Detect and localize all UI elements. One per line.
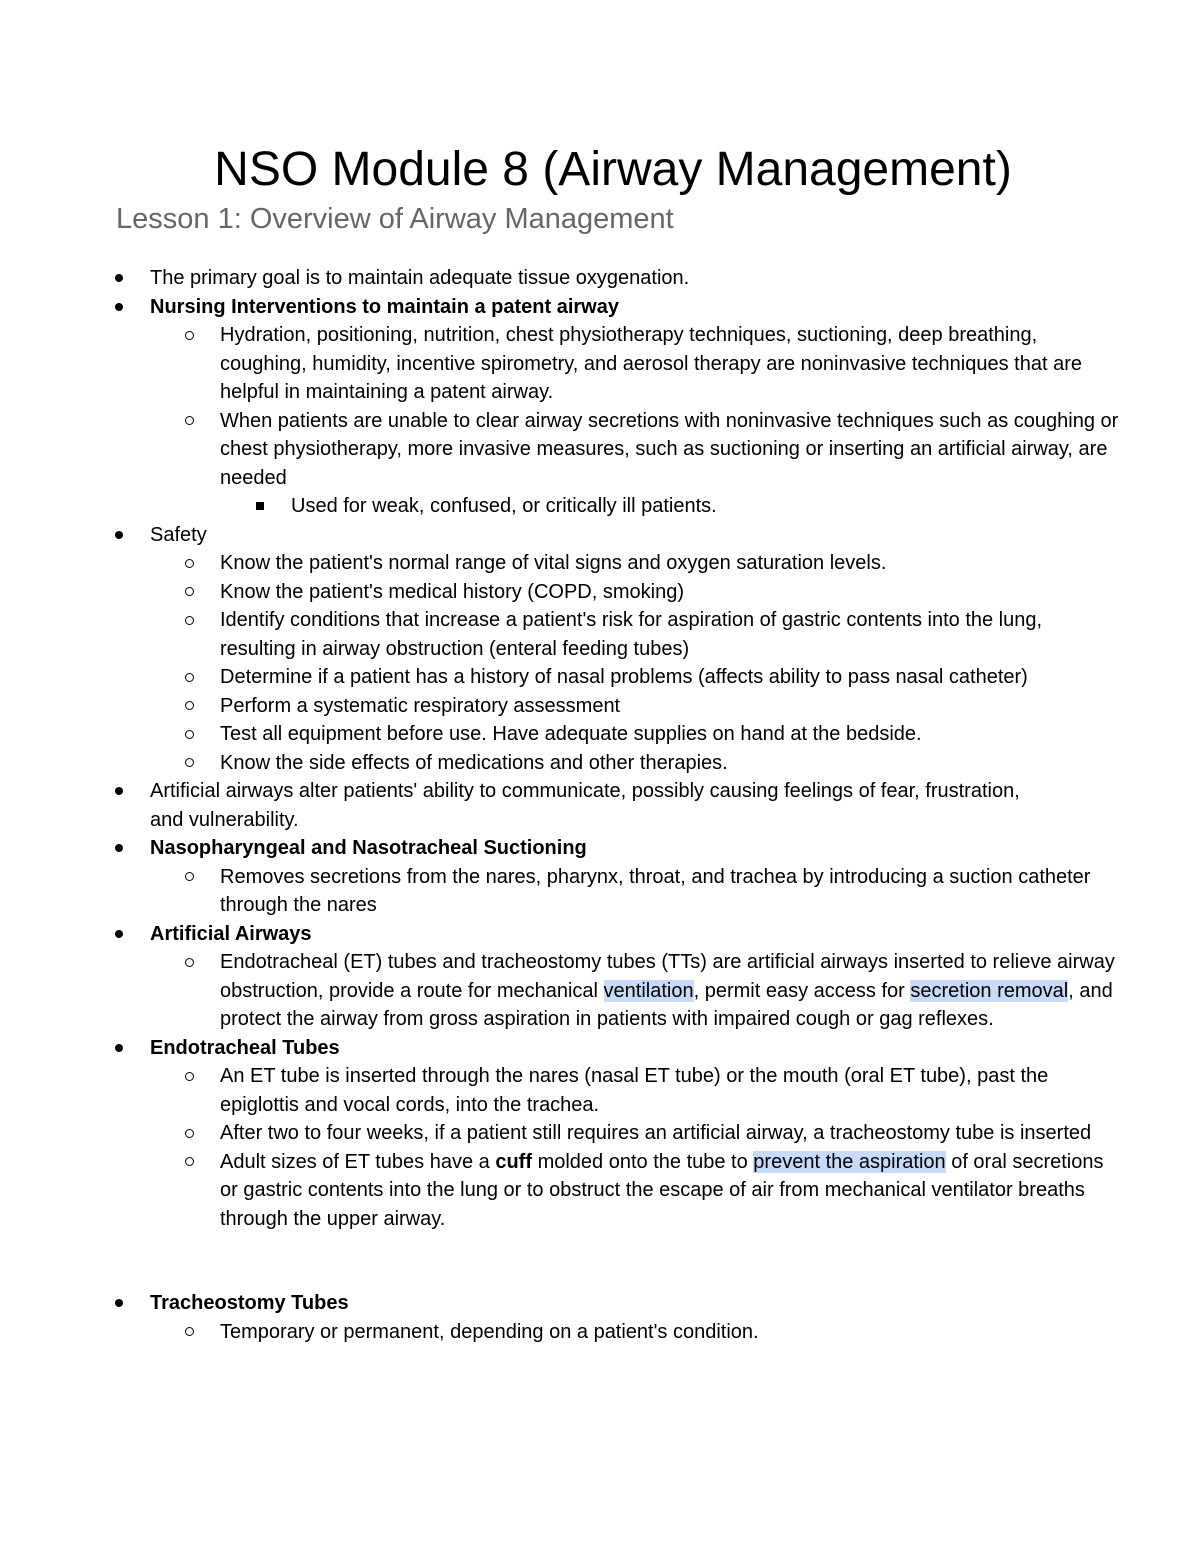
section-heading: Artificial Airways (150, 922, 312, 945)
section-heading: Endotracheal Tubes (150, 1036, 340, 1059)
bullet-circle-icon (182, 321, 196, 350)
list-item: After two to four weeks, if a patient still requires an artificial airway, a tracheostomy tube is inserted (0, 1119, 1200, 1148)
page-title: NSO Module 8 (Airway Management) (214, 143, 1012, 196)
list-item (0, 1034, 1200, 1063)
section-heading: Nursing Interventions to maintain a patent airway (150, 295, 619, 318)
bullet-circle-icon (182, 720, 196, 749)
list-item: Artificial airways alter patients' ability to communicate, possibly causing feelings of fear, frustration, and vulnerability. (0, 777, 1200, 834)
list-item (0, 834, 1200, 863)
list-item: Know the patient's medical history (COPD, smoking) (0, 578, 1200, 607)
list-item (0, 293, 1200, 322)
section-heading: Tracheostomy Tubes (150, 1292, 349, 1314)
bullet-dot-icon (112, 264, 126, 293)
list-item (0, 521, 1200, 550)
bullet-dot-icon (112, 521, 126, 550)
list-item: The primary goal is to maintain adequate tissue oxygenation. (0, 264, 1200, 293)
list-item: Adult sizes of ET tubes have a cuff molded onto the tube to prevent the aspiration of oral secretions or gastric contents into the lung or to obstruct the escape of air from mechanical ventilator breaths through the upper airway. (0, 1148, 1200, 1234)
section-heading: Nasopharyngeal and Nasotracheal Suctioning (150, 837, 587, 859)
bullet-square-icon (253, 492, 267, 521)
bullet-circle-icon (182, 692, 196, 721)
list-item: When patients are unable to clear airway secretions with noninvasive techniques such as coughing or chest physiotherapy, more invasive measures, such as suctioning or inserting an artificial airway, are needed (0, 407, 1200, 493)
bullet-dot-icon (112, 1034, 126, 1063)
list-item: Endotracheal (ET) tubes and tracheostomy tubes (TTs) are artificial airways inserted to relieve airway obstruction, provide a route for mechanical ventilation, permit easy access for secretion removal, and protect the airway from gross aspiration in patients with impaired cough or gag reflexes. (0, 948, 1200, 1034)
notes-list (0, 264, 1200, 1346)
bullet-circle-icon (182, 578, 196, 607)
bullet-dot-icon (112, 1289, 126, 1318)
bullet-circle-icon (182, 749, 196, 778)
bullet-dot-icon (112, 777, 126, 806)
bullet-circle-icon (182, 407, 196, 436)
bullet-dot-icon (112, 920, 126, 949)
bullet-dot-icon (112, 834, 126, 863)
bullet-dot-icon (112, 293, 126, 322)
list-item: Perform a systematic respiratory assessment (0, 692, 1200, 721)
list-item: Test all equipment before use. Have adequate supplies on hand at the bedside. (0, 720, 1200, 749)
list-item: Determine if a patient has a history of nasal problems (affects ability to pass nasal catheter) (0, 663, 1200, 692)
bullet-circle-icon (182, 606, 196, 635)
spacer (0, 1233, 1200, 1289)
bullet-circle-icon (182, 1062, 196, 1091)
highlighted-text: ventilation (603, 979, 694, 1002)
list-item: Used for weak, confused, or critically ill patients. (0, 492, 1200, 521)
bold-term: cuff (495, 1150, 533, 1173)
list-item: Know the side effects of medications and other therapies. (0, 749, 1200, 778)
bullet-circle-icon (182, 1318, 196, 1347)
list-item: Know the patient's normal range of vital signs and oxygen saturation levels. (0, 549, 1200, 578)
list-item: Hydration, positioning, nutrition, chest physiotherapy techniques, suctioning, deep breathing, coughing, humidity, incentive spirometry, and aerosol therapy are noninvasive techniques that are helpful in maintaining a patent airway. (0, 321, 1200, 407)
list-item (0, 920, 1200, 949)
bullet-circle-icon (182, 863, 196, 892)
bullet-circle-icon (182, 1119, 196, 1148)
list-item (0, 1289, 1200, 1318)
highlighted-text: prevent the aspiration (753, 1150, 946, 1173)
bullet-circle-icon (182, 948, 196, 977)
bullet-circle-icon (182, 1148, 196, 1177)
lesson-subtitle: Lesson 1: Overview of Airway Management (116, 203, 674, 235)
highlighted-text: secretion removal (910, 979, 1069, 1002)
list-item: An ET tube is inserted through the nares (nasal ET tube) or the mouth (oral ET tube), past the epiglottis and vocal cords, into the trachea. (0, 1062, 1200, 1119)
section-heading: Safety (150, 523, 207, 546)
bullet-circle-icon (182, 549, 196, 578)
bullet-circle-icon (182, 663, 196, 692)
list-item: Removes secretions from the nares, pharynx, throat, and trachea by introducing a suction catheter through the nares (0, 863, 1200, 920)
list-item: Temporary or permanent, depending on a patient's condition. (0, 1318, 1200, 1347)
list-item: Identify conditions that increase a patient's risk for aspiration of gastric contents into the lung, resulting in airway obstruction (enteral feeding tubes) (0, 606, 1200, 663)
